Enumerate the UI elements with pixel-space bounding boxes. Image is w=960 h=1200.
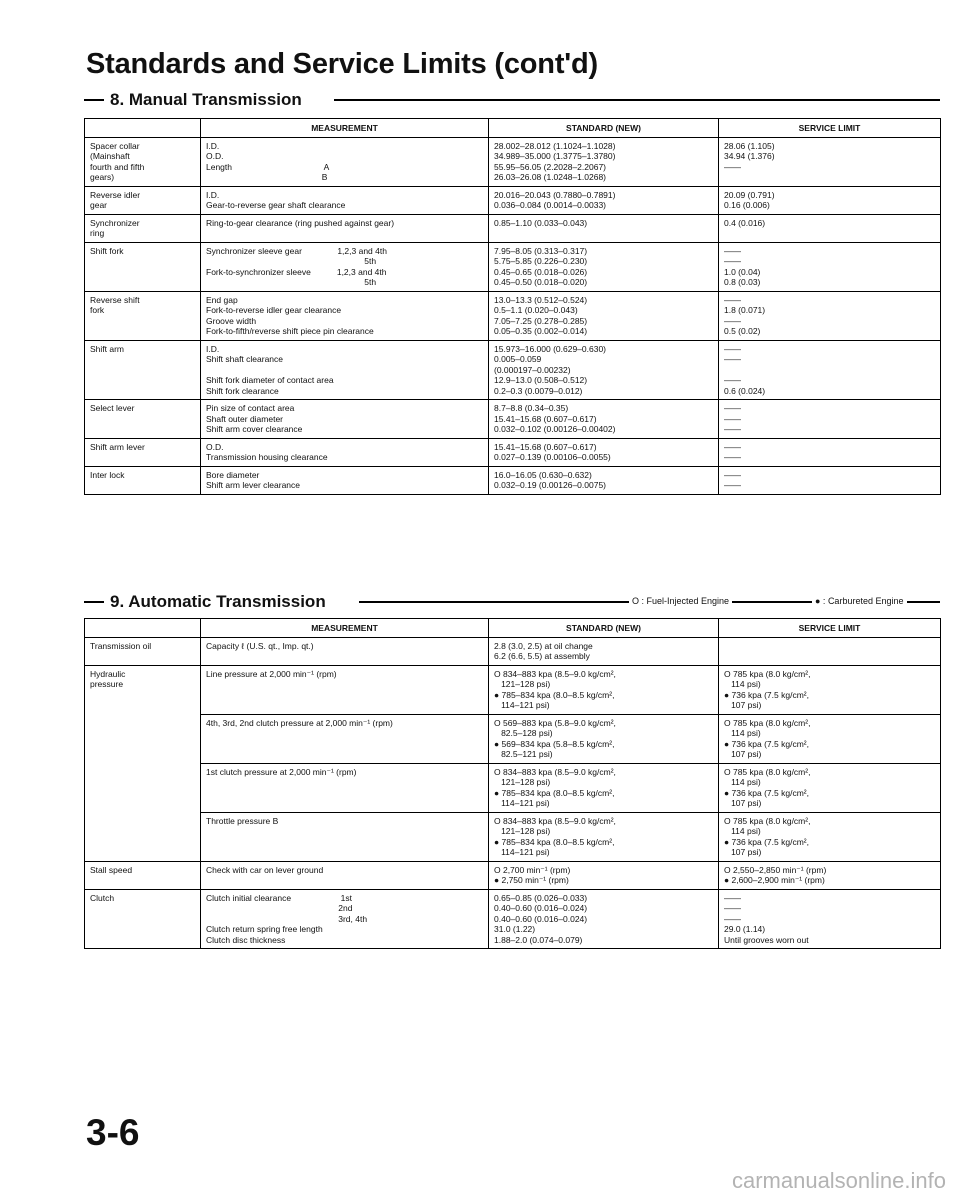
cell-standard: 28.002–28.012 (1.1024–1.1028) 34.989–35.000 (1.3775–1.3780) 55.95–56.05 (2.2028–2.2067) 26.03–26.08 (1.0248–1.0268) bbox=[489, 137, 719, 186]
cell-standard: 8.7–8.8 (0.34–0.35) 15.41–15.68 (0.607–0.617) 0.032–0.102 (0.00126–0.00402) bbox=[489, 400, 719, 439]
table-row bbox=[85, 637, 941, 665]
header-item bbox=[85, 119, 201, 138]
cell-item: Stall speed bbox=[85, 861, 201, 889]
table-row bbox=[85, 714, 941, 763]
cell-limit: 20.09 (0.791) 0.16 (0.006) bbox=[719, 186, 941, 214]
cell-standard: O 834–883 kpa (8.5–9.0 kg/cm², 121–128 psi) ● 785–834 kpa (8.0–8.5 kg/cm², 114–121 psi) bbox=[489, 665, 719, 714]
cell-standard: 2.8 (3.0, 2.5) at oil change 6.2 (6.6, 5.5) at assembly bbox=[489, 637, 719, 665]
cell-measurement: Line pressure at 2,000 min⁻¹ (rpm) bbox=[201, 665, 489, 714]
cell-item: Shift arm bbox=[85, 340, 201, 400]
cell-measurement: End gap Fork-to-reverse idler gear clearance Groove width Fork-to-fifth/reverse shift piece pin clearance bbox=[201, 291, 489, 340]
cell-item: Inter lock bbox=[85, 466, 201, 494]
table-row bbox=[85, 763, 941, 812]
header-service-limit: SERVICE LIMIT bbox=[719, 619, 941, 638]
cell-standard: 20.016–20.043 (0.7880–0.7891) 0.036–0.084 (0.0014–0.0033) bbox=[489, 186, 719, 214]
table-header-row bbox=[85, 119, 941, 138]
cell-limit: 28.06 (1.105) 34.94 (1.376) —— bbox=[719, 137, 941, 186]
table-row bbox=[85, 186, 941, 214]
cell-measurement: Check with car on lever ground bbox=[201, 861, 489, 889]
cell-standard: O 569–883 kpa (5.8–9.0 kg/cm², 82.5–128 psi) ● 569–834 kpa (5.8–8.5 kg/cm², 82.5–121 psi) bbox=[489, 714, 719, 763]
cell-item: Clutch bbox=[85, 889, 201, 949]
cell-limit: O 785 kpa (8.0 kg/cm², 114 psi) ● 736 kpa (7.5 kg/cm², 107 psi) bbox=[719, 714, 941, 763]
cell-standard: O 2,700 min⁻¹ (rpm) ● 2,750 min⁻¹ (rpm) bbox=[489, 861, 719, 889]
cell-limit: —— —— —— bbox=[719, 400, 941, 439]
cell-standard: 7.95–8.05 (0.313–0.317) 5.75–5.85 (0.226–0.230) 0.45–0.65 (0.018–0.026) 0.45–0.50 (0.018–0.020) bbox=[489, 242, 719, 291]
table-row bbox=[85, 665, 941, 714]
page-title: Standards and Service Limits (cont'd) bbox=[86, 48, 598, 80]
cell-item: Transmission oil bbox=[85, 637, 201, 665]
cell-item: Spacer collar (Mainshaft fourth and fifth gears) bbox=[85, 137, 201, 186]
heading-rule-left bbox=[84, 99, 104, 101]
header-item bbox=[85, 619, 201, 638]
section-title: 9. Automatic Transmission bbox=[104, 592, 332, 612]
cell-measurement: I.D. O.D. Length A B bbox=[201, 137, 489, 186]
cell-standard: 0.65–0.85 (0.026–0.033) 0.40–0.60 (0.016–0.024) 0.40–0.60 (0.016–0.024) 31.0 (1.22) 1.88–2.0 (0.074–0.079) bbox=[489, 889, 719, 949]
watermark: carmanualsonline.info bbox=[731, 1168, 946, 1193]
header-measurement: MEASUREMENT bbox=[201, 619, 489, 638]
cell-measurement: Bore diameter Shift arm lever clearance bbox=[201, 466, 489, 494]
header-standard: STANDARD (NEW) bbox=[489, 119, 719, 138]
cell-measurement: Clutch initial clearance 1st 2nd 3rd, 4th Clutch return spring free length Clutch disc thickness bbox=[201, 889, 489, 949]
heading-rule-left bbox=[84, 601, 104, 603]
table-row bbox=[85, 889, 941, 949]
cell-item: Reverse shift fork bbox=[85, 291, 201, 340]
header-measurement: MEASUREMENT bbox=[201, 119, 489, 138]
table-row bbox=[85, 861, 941, 889]
cell-measurement: O.D. Transmission housing clearance bbox=[201, 438, 489, 466]
heading-rule-right bbox=[334, 99, 940, 101]
cell-limit: —— —— —— 29.0 (1.14) Until grooves worn out bbox=[719, 889, 941, 949]
cell-item: Select lever bbox=[85, 400, 201, 439]
table-header-row bbox=[85, 619, 941, 638]
cell-standard: O 834–883 kpa (8.5–9.0 kg/cm², 121–128 psi) ● 785–834 kpa (8.0–8.5 kg/cm², 114–121 psi) bbox=[489, 812, 719, 861]
cell-limit: —— —— bbox=[719, 438, 941, 466]
cell-limit: —— 1.8 (0.071) —— 0.5 (0.02) bbox=[719, 291, 941, 340]
table-row bbox=[85, 137, 941, 186]
cell-standard: 13.0–13.3 (0.512–0.524) 0.5–1.1 (0.020–0.043) 7.05–7.25 (0.278–0.285) 0.05–0.35 (0.002–0.014) bbox=[489, 291, 719, 340]
cell-limit: O 785 kpa (8.0 kg/cm², 114 psi) ● 736 kpa (7.5 kg/cm², 107 psi) bbox=[719, 812, 941, 861]
cell-limit: —— —— bbox=[719, 466, 941, 494]
table-row bbox=[85, 242, 941, 291]
cell-measurement: I.D. Shift shaft clearance Shift fork diameter of contact area Shift fork clearance bbox=[201, 340, 489, 400]
cell-limit: O 785 kpa (8.0 kg/cm², 114 psi) ● 736 kpa (7.5 kg/cm², 107 psi) bbox=[719, 763, 941, 812]
cell-limit: 0.4 (0.016) bbox=[719, 214, 941, 242]
cell-limit: O 785 kpa (8.0 kg/cm², 114 psi) ● 736 kpa (7.5 kg/cm², 107 psi) bbox=[719, 665, 941, 714]
cell-limit bbox=[719, 637, 941, 665]
table-row bbox=[85, 466, 941, 494]
table-row bbox=[85, 291, 941, 340]
cell-measurement: I.D. Gear-to-reverse gear shaft clearance bbox=[201, 186, 489, 214]
manual-transmission-table bbox=[84, 118, 941, 495]
cell-measurement: Capacity ℓ (U.S. qt., Imp. qt.) bbox=[201, 637, 489, 665]
cell-limit: —— —— 1.0 (0.04) 0.8 (0.03) bbox=[719, 242, 941, 291]
cell-measurement: 4th, 3rd, 2nd clutch pressure at 2,000 min⁻¹ (rpm) bbox=[201, 714, 489, 763]
cell-standard: 15.41–15.68 (0.607–0.617) 0.027–0.139 (0.00106–0.0055) bbox=[489, 438, 719, 466]
cell-item: Hydraulic pressure bbox=[85, 665, 201, 861]
cell-limit: O 2,550–2,850 min⁻¹ (rpm) ● 2,600–2,900 min⁻¹ (rpm) bbox=[719, 861, 941, 889]
cell-measurement: Pin size of contact area Shaft outer diameter Shift arm cover clearance bbox=[201, 400, 489, 439]
page-number: 3-6 bbox=[86, 1112, 140, 1153]
cell-item: Shift arm lever bbox=[85, 438, 201, 466]
cell-measurement: Synchronizer sleeve gear 1,2,3 and 4th 5th Fork-to-synchronizer sleeve 1,2,3 and 4th 5th bbox=[201, 242, 489, 291]
cell-measurement: Throttle pressure B bbox=[201, 812, 489, 861]
header-standard: STANDARD (NEW) bbox=[489, 619, 719, 638]
cell-standard: 0.85–1.10 (0.033–0.043) bbox=[489, 214, 719, 242]
cell-item: Shift fork bbox=[85, 242, 201, 291]
cell-measurement: 1st clutch pressure at 2,000 min⁻¹ (rpm) bbox=[201, 763, 489, 812]
section-heading-manual-transmission bbox=[84, 90, 940, 110]
table-row bbox=[85, 340, 941, 400]
cell-standard: 15.973–16.000 (0.629–0.630) 0.005–0.059 (0.000197–0.00232) 12.9–13.0 (0.508–0.512) 0.2–0.3 (0.0079–0.012) bbox=[489, 340, 719, 400]
legend-carbureted: ● : Carbureted Engine bbox=[812, 596, 907, 606]
cell-standard: 16.0–16.05 (0.630–0.632) 0.032–0.19 (0.00126–0.0075) bbox=[489, 466, 719, 494]
cell-item: Reverse idler gear bbox=[85, 186, 201, 214]
section-title: 8. Manual Transmission bbox=[104, 90, 308, 110]
cell-standard: O 834–883 kpa (8.5–9.0 kg/cm², 121–128 psi) ● 785–834 kpa (8.0–8.5 kg/cm², 114–121 psi) bbox=[489, 763, 719, 812]
section-heading-automatic-transmission bbox=[84, 592, 940, 612]
table-row bbox=[85, 400, 941, 439]
table-row bbox=[85, 214, 941, 242]
cell-item: Synchronizer ring bbox=[85, 214, 201, 242]
automatic-transmission-table bbox=[84, 618, 941, 949]
table-row bbox=[85, 812, 941, 861]
table-row bbox=[85, 438, 941, 466]
cell-limit: —— —— —— 0.6 (0.024) bbox=[719, 340, 941, 400]
cell-measurement: Ring-to-gear clearance (ring pushed against gear) bbox=[201, 214, 489, 242]
header-service-limit: SERVICE LIMIT bbox=[719, 119, 941, 138]
legend-fuel-injected: O : Fuel-Injected Engine bbox=[629, 596, 732, 606]
